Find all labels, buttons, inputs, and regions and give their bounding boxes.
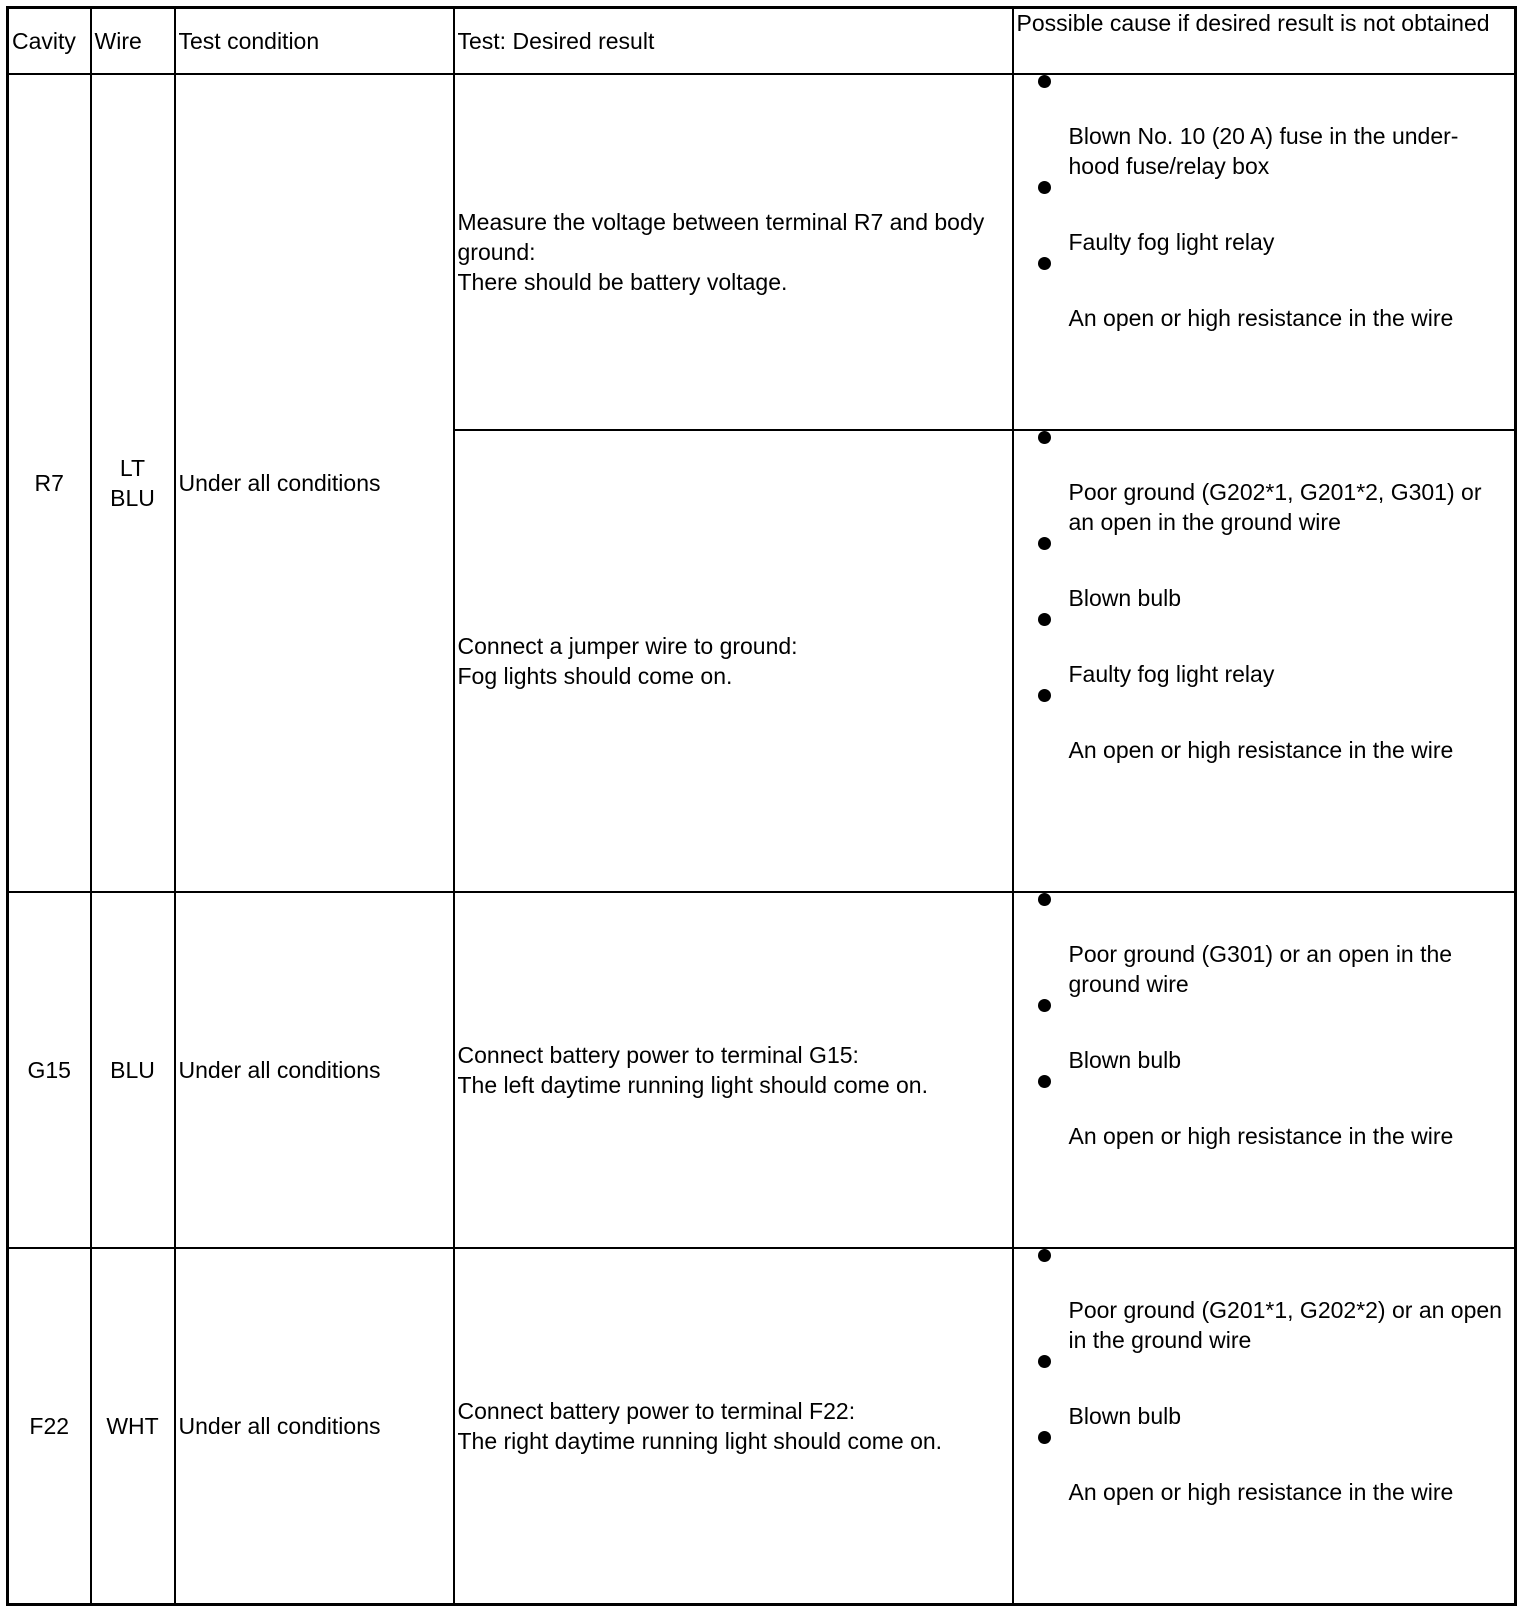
cause-text: An open or high resistance in the wire [1068,1479,1454,1506]
bullet-icon [1038,537,1051,550]
cause-list [1017,431,1512,765]
header-wire: Wire [91,8,175,75]
header-row [8,8,1516,75]
test-result-cell: Measure the voltage between terminal R7 and body ground: There should be battery voltage. [454,74,1013,430]
cause-text: Poor ground (G201*1, G202*2) or an open in the ground wire [1068,1297,1502,1354]
cause-item [1017,1431,1508,1507]
cause-text: Faulty fog light relay [1068,661,1275,688]
cause-item [1017,689,1508,765]
cause-item [1017,181,1508,257]
bullet-icon [1038,1355,1051,1368]
cause-item [1017,999,1508,1075]
possible-cause-cell [1013,430,1516,892]
cause-list [1017,1249,1512,1507]
test-condition-cell: Under all conditions [175,74,454,892]
header-possible-cause: Possible cause if desired result is not obtained [1013,8,1516,75]
wire-cell: LT BLU [91,74,175,892]
bullet-icon [1038,689,1051,702]
test-condition-cell: Under all conditions [175,892,454,1248]
cause-item [1017,75,1508,181]
table-row [8,74,1516,430]
cause-text: Poor ground (G202*1, G201*2, G301) or an open in the ground wire [1068,479,1482,536]
cause-text: Faulty fog light relay [1068,229,1275,256]
wire-cell: BLU [91,892,175,1248]
cause-item [1017,613,1508,689]
cause-text: Poor ground (G301) or an open in the ground wire [1068,941,1453,998]
cause-list [1017,893,1512,1151]
header-test-desired-result: Test: Desired result [454,8,1013,75]
bullet-icon [1038,999,1051,1012]
bullet-icon [1038,181,1051,194]
cause-item [1017,1249,1508,1355]
bullet-icon [1038,257,1051,270]
cause-item [1017,537,1508,613]
cause-text: Blown bulb [1068,585,1182,612]
diagnosis-table [6,6,1517,1606]
cause-text: Blown bulb [1068,1047,1182,1074]
bullet-icon [1038,1075,1051,1088]
cause-text: An open or high resistance in the wire [1068,737,1454,764]
test-result-cell: Connect battery power to terminal G15: The left daytime running light should come on. [454,892,1013,1248]
bullet-icon [1038,1431,1051,1444]
bullet-icon [1038,75,1051,88]
table-row [8,892,1516,1248]
cause-item [1017,257,1508,333]
cause-item [1017,1075,1508,1151]
cause-text: An open or high resistance in the wire [1068,1123,1454,1150]
test-result-cell: Connect a jumper wire to ground: Fog lights should come on. [454,430,1013,892]
cause-item [1017,1355,1508,1431]
test-result-cell: Connect battery power to terminal F22: The right daytime running light should come on. [454,1248,1013,1604]
cause-text: Blown bulb [1068,1403,1182,1430]
bullet-icon [1038,1249,1051,1262]
header-cavity: Cavity [8,8,91,75]
cause-item [1017,431,1508,537]
wire-cell: WHT [91,1248,175,1604]
cause-list [1017,75,1512,333]
possible-cause-cell [1013,1248,1516,1604]
bullet-icon [1038,613,1051,626]
bullet-icon [1038,431,1051,444]
cavity-cell: F22 [8,1248,91,1604]
cause-item [1017,893,1508,999]
bullet-icon [1038,893,1051,906]
possible-cause-cell [1013,74,1516,430]
possible-cause-cell [1013,892,1516,1248]
cause-text: Blown No. 10 (20 A) fuse in the under-hood fuse/relay box [1068,123,1459,180]
table-row [8,1248,1516,1604]
cavity-cell: R7 [8,74,91,892]
cavity-cell: G15 [8,892,91,1248]
cause-text: An open or high resistance in the wire [1068,305,1454,332]
test-condition-cell: Under all conditions [175,1248,454,1604]
header-test-condition: Test condition [175,8,454,75]
